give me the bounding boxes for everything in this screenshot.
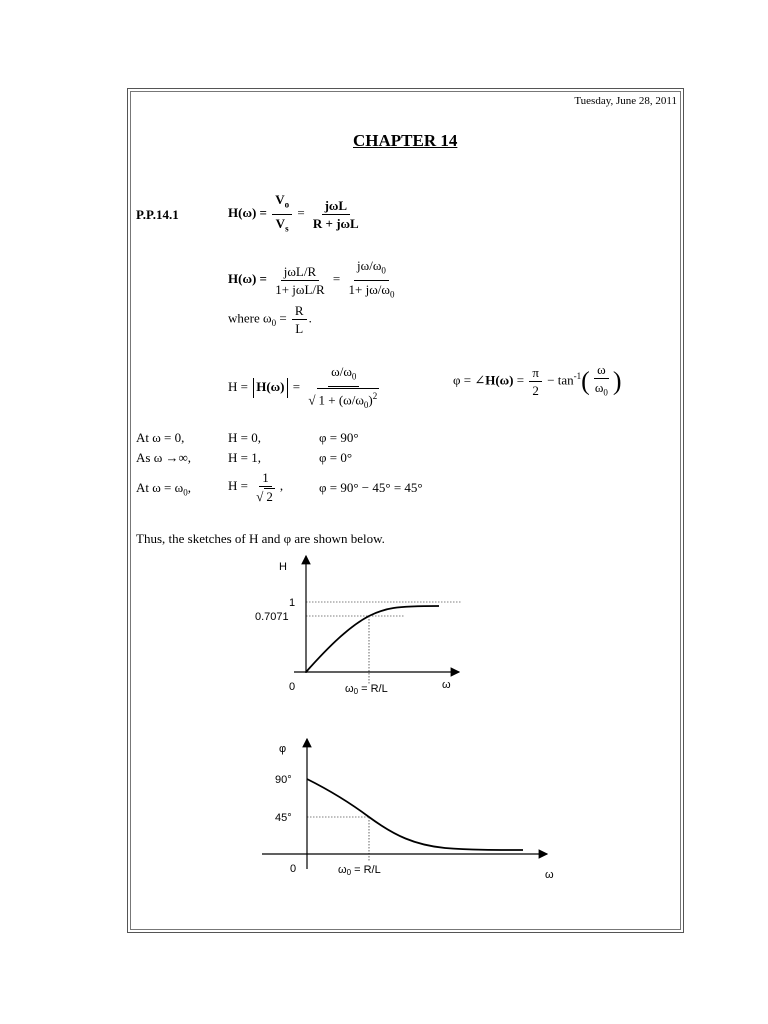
h-x-label: ω — [442, 679, 451, 691]
eq1-fraction-voltage: $\frac{V_o}{V_s}$ — [272, 192, 292, 236]
h-y-label: H — [279, 561, 287, 573]
case-at-infinity-phi: φ = 0° — [319, 450, 353, 465]
case-at-omega0-phi: φ = 90° − 45° = 45° — [319, 480, 423, 495]
case-at-infinity: As ω →∞, — [136, 450, 192, 465]
equation-transfer-function: H(ω) = $\frac{V_o}{V_s}$ = $\frac{\text{jωL}}{\text{R + jωL}}$ — [228, 192, 364, 236]
case-at-zero-phi: φ = 90° — [319, 430, 359, 445]
equation-phase: φ = ∠H(ω) = $\frac{\pi}{2}$ − $\tan^{-1}$( $\frac{\omega}{\omega_0}$ ) — [453, 362, 622, 401]
eq2-fraction-left: $\frac{\text{jωL/R}}{\text{1+ jωL/R}}$ — [275, 263, 325, 297]
date-header: Tuesday, June 28, 2011 — [574, 95, 677, 107]
h-tick-1: 1 — [289, 597, 296, 609]
phi-y-label: φ — [279, 743, 287, 755]
thus-sentence: Thus, the sketches of H and φ are shown below. — [136, 531, 385, 546]
equation-magnitude: H = H(ω) = $\frac{\omega/\omega_0}{√ 1 + (\omega/\omega_0)^2}$ — [228, 364, 384, 413]
h-origin-label: 0 — [289, 681, 296, 693]
phase-plot — [255, 735, 565, 885]
h-omega0-label: ω0 = R/L — [345, 683, 388, 696]
magnitude-plot — [245, 553, 475, 703]
phi-tick-90: 90° — [275, 774, 292, 786]
case-at-omega0: At $\omega = \omega_0$, — [136, 480, 191, 498]
phase-pi-fraction: $\frac{\pi}{2}$ — [529, 365, 542, 398]
phase-omega-fraction: $\frac{\omega}{\omega_0}$ — [594, 362, 608, 398]
case-at-omega0-h: H = $\frac{1}{√ 2}$ , — [228, 470, 284, 504]
magnitude-fraction: $\frac{\omega/\omega_0}{√ 1 + (\omega/\omega_0)^2}$ — [305, 364, 382, 413]
phi-omega0-label: ω0 = R/L — [338, 864, 381, 877]
problem-label: P.P.14.1 — [136, 207, 179, 222]
case-at-infinity-h: H = 1, — [228, 450, 261, 465]
eq1-lhs: H(ω) = — [228, 205, 267, 221]
equation-omega0-definition: where $\omega_0$ = $\frac{R}{L}$ . — [228, 303, 312, 336]
chapter-title: CHAPTER 14 — [353, 131, 458, 150]
eq1-fraction-impedance: $\frac{\text{jωL}}{\text{R + jωL}}$ — [312, 197, 359, 231]
case-at-zero-h: H = 0, — [228, 430, 261, 445]
phi-x-label: ω — [545, 869, 554, 881]
phi-origin-label: 0 — [290, 863, 297, 875]
phi-curve — [307, 779, 523, 850]
eq2-lhs: H(ω) = — [228, 271, 267, 287]
phi-tick-45: 45° — [275, 812, 292, 824]
omega0-fraction: $\frac{R}{L}$ — [292, 303, 307, 336]
h-tick-07071: 0.7071 — [255, 611, 289, 623]
case-at-zero: At ω = 0, — [136, 430, 185, 445]
equation-normalized: H(ω) = $\frac{\text{jωL/R}}{\text{1+ jωL/R}}$ = $\frac{j\omega/\omega_0}{1+ j\omega/\omega_0}$ — [228, 258, 399, 302]
eq2-fraction-right: $\frac{j\omega/\omega_0}{1+ j\omega/\omega_0}$ — [348, 258, 395, 300]
